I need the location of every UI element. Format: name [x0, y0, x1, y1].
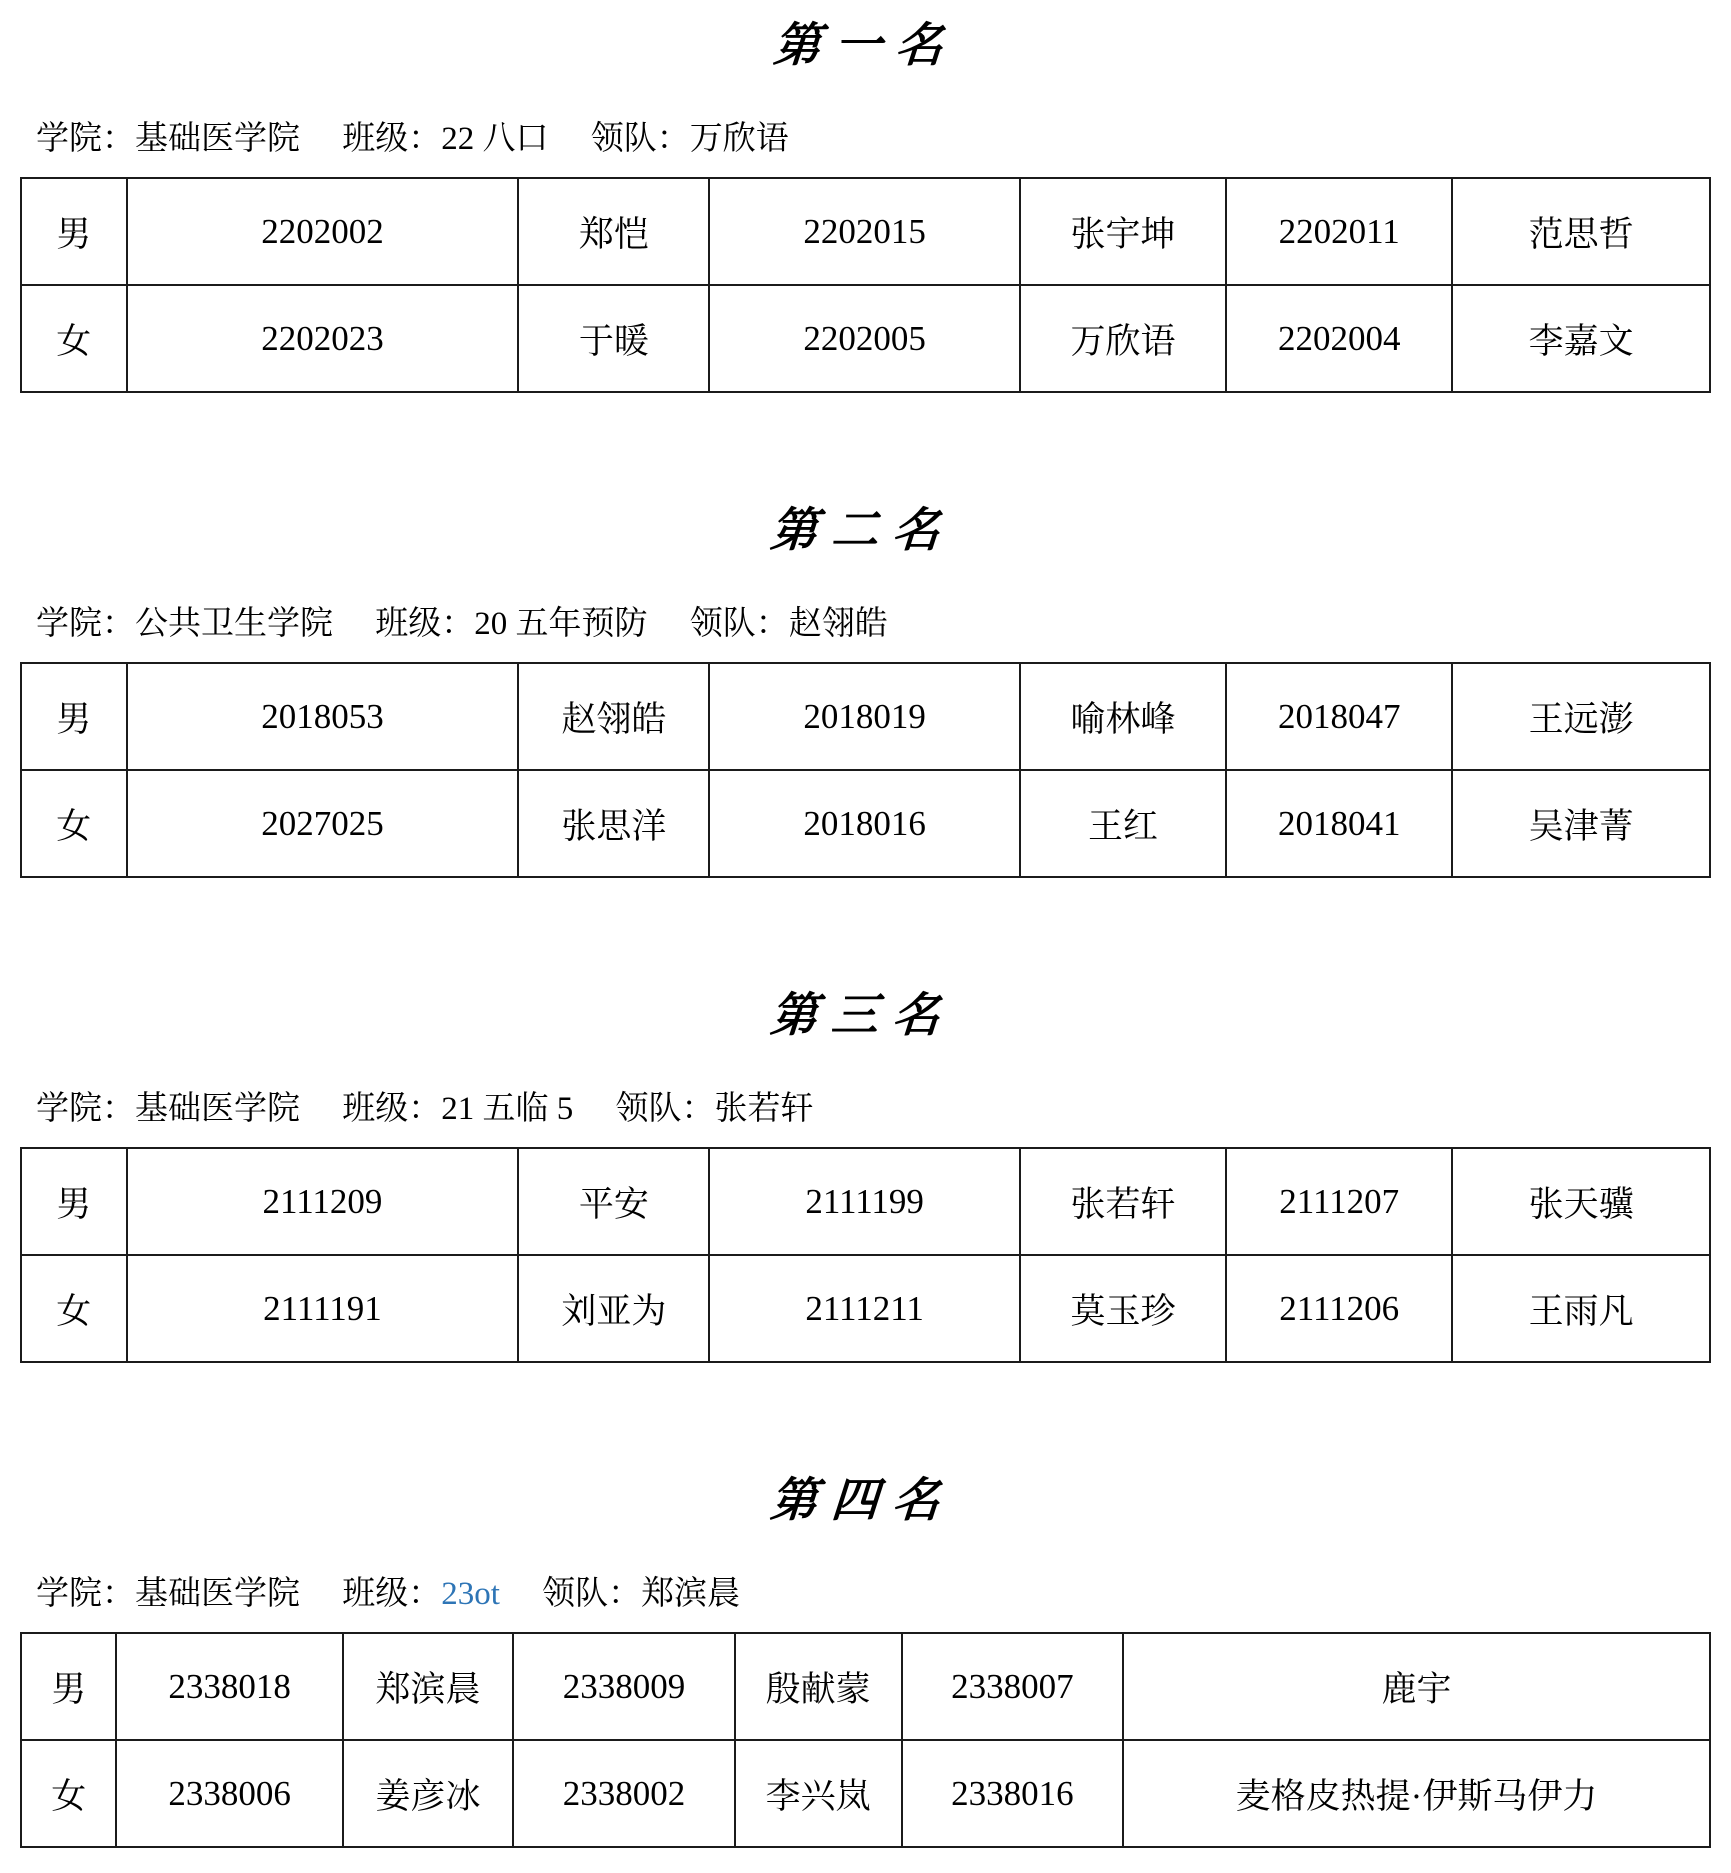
team-info-line	[36, 118, 1731, 161]
class-value: 20 五年预防	[474, 606, 648, 643]
rank-title: 第四名	[768, 1475, 956, 1528]
rank-table	[20, 662, 1711, 878]
student-id-cell: 2111209	[127, 1148, 519, 1255]
student-id-cell: 2018019	[709, 663, 1020, 770]
class-value: 21 五临 5	[441, 1091, 574, 1128]
college-name: 公共卫生学院	[135, 606, 333, 643]
info-college-segment	[36, 1091, 300, 1127]
student-id-cell: 2111207	[1226, 1148, 1452, 1255]
student-name-cell: 平安	[518, 1148, 709, 1255]
rank-title: 第三名	[768, 990, 956, 1043]
student-id-cell: 2338006	[116, 1740, 342, 1847]
student-id-cell: 2018053	[127, 663, 519, 770]
table-row-female	[21, 285, 1710, 392]
student-name-cell: 莫玉珍	[1020, 1255, 1226, 1362]
student-name-cell: 吴津菁	[1452, 770, 1710, 877]
student-id-cell: 2111199	[709, 1148, 1020, 1255]
student-name-cell: 姜彦冰	[343, 1740, 514, 1847]
class-label: 班级：	[342, 1091, 442, 1128]
leader-name: 张若轩	[714, 1091, 814, 1128]
student-name-cell: 张若轩	[1020, 1148, 1226, 1255]
table-row-male	[21, 178, 1710, 285]
student-name-cell: 张天骥	[1452, 1148, 1710, 1255]
table-row-female	[21, 1740, 1710, 1847]
leader-label: 领队：	[689, 606, 789, 643]
student-id-cell: 2202002	[127, 178, 519, 285]
college-name: 基础医学院	[135, 1576, 300, 1613]
info-college-segment	[36, 606, 333, 642]
student-id-cell: 2202005	[709, 285, 1020, 392]
leader-label: 领队：	[590, 121, 690, 158]
college-label: 学院：	[36, 606, 135, 643]
student-id-cell: 2018041	[1226, 770, 1452, 877]
student-id-cell: 2018047	[1226, 663, 1452, 770]
student-name-cell: 万欣语	[1020, 285, 1226, 392]
college-label: 学院：	[36, 1576, 135, 1613]
team-info-line	[36, 603, 1731, 646]
info-college-segment	[36, 1576, 300, 1612]
rank-table	[20, 177, 1711, 393]
gender-cell: 女	[21, 285, 127, 392]
student-name-cell: 张思洋	[518, 770, 709, 877]
student-id-cell: 2111191	[127, 1255, 519, 1362]
info-college-segment	[36, 121, 300, 157]
leader-name: 万欣语	[689, 121, 789, 158]
table-row-male	[21, 663, 1710, 770]
student-id-cell: 2338018	[116, 1633, 342, 1740]
info-leader-segment	[542, 1576, 740, 1612]
info-class-segment	[342, 1576, 500, 1612]
student-name-cell: 王红	[1020, 770, 1226, 877]
leader-name: 郑滨晨	[641, 1576, 741, 1613]
student-name-cell: 刘亚为	[518, 1255, 709, 1362]
info-leader-segment	[690, 606, 888, 642]
info-leader-segment	[616, 1091, 814, 1127]
student-name-cell: 张宇坤	[1020, 178, 1226, 285]
gender-cell: 女	[21, 770, 127, 877]
student-name-cell: 范思哲	[1452, 178, 1710, 285]
student-name-cell: 鹿宇	[1123, 1633, 1710, 1740]
student-name-cell: 于暖	[518, 285, 709, 392]
class-label: 班级：	[375, 606, 475, 643]
student-name-cell: 赵翎皓	[518, 663, 709, 770]
student-id-cell: 2202023	[127, 285, 519, 392]
class-label: 班级：	[342, 1576, 442, 1613]
table-row-male	[21, 1148, 1710, 1255]
table-row-male	[21, 1633, 1710, 1740]
student-name-cell: 王雨凡	[1452, 1255, 1710, 1362]
college-label: 学院：	[36, 121, 135, 158]
team-info-line	[36, 1088, 1731, 1131]
student-id-cell: 2338016	[902, 1740, 1123, 1847]
class-value: 22 八口	[441, 121, 549, 158]
class-value: 23ot	[441, 1576, 500, 1613]
student-id-cell: 2018016	[709, 770, 1020, 877]
rank-section-3	[0, 878, 1731, 1363]
student-name-cell: 郑恺	[518, 178, 709, 285]
student-name-cell: 麦格皮热提·伊斯马伊力	[1123, 1740, 1710, 1847]
table-row-female	[21, 770, 1710, 877]
student-name-cell: 王远澎	[1452, 663, 1710, 770]
rank-section-1	[0, 0, 1731, 393]
student-id-cell: 2202011	[1226, 178, 1452, 285]
gender-cell: 男	[21, 178, 127, 285]
gender-cell: 女	[21, 1740, 116, 1847]
student-id-cell: 2027025	[127, 770, 519, 877]
student-id-cell: 2202004	[1226, 285, 1452, 392]
gender-cell: 女	[21, 1255, 127, 1362]
rank-table	[20, 1147, 1711, 1363]
gender-cell: 男	[21, 1148, 127, 1255]
student-id-cell: 2338009	[513, 1633, 734, 1740]
info-class-segment	[375, 606, 647, 642]
college-label: 学院：	[36, 1091, 135, 1128]
student-id-cell: 2338002	[513, 1740, 734, 1847]
gender-cell: 男	[21, 1633, 116, 1740]
student-name-cell: 郑滨晨	[343, 1633, 514, 1740]
rank-section-4	[0, 1363, 1731, 1848]
rank-table	[20, 1632, 1711, 1848]
info-class-segment	[342, 1091, 573, 1127]
student-name-cell: 殷献蒙	[735, 1633, 902, 1740]
rank-title: 第二名	[768, 505, 956, 558]
student-id-cell: 2338007	[902, 1633, 1123, 1740]
college-name: 基础医学院	[135, 1091, 300, 1128]
student-name-cell: 喻林峰	[1020, 663, 1226, 770]
student-name-cell: 李兴岚	[735, 1740, 902, 1847]
team-info-line	[36, 1573, 1731, 1616]
student-id-cell: 2202015	[709, 178, 1020, 285]
info-class-segment	[342, 121, 548, 157]
table-row-female	[21, 1255, 1710, 1362]
rank-section-2	[0, 393, 1731, 878]
gender-cell: 男	[21, 663, 127, 770]
rank-title: 第一名	[771, 20, 959, 72]
student-id-cell: 2111211	[709, 1255, 1020, 1362]
student-name-cell: 李嘉文	[1452, 285, 1710, 392]
leader-name: 赵翎皓	[788, 606, 888, 643]
info-leader-segment	[591, 121, 789, 157]
leader-label: 领队：	[542, 1576, 642, 1613]
college-name: 基础医学院	[135, 121, 300, 158]
class-label: 班级：	[342, 121, 442, 158]
student-id-cell: 2111206	[1226, 1255, 1452, 1362]
leader-label: 领队：	[615, 1091, 715, 1128]
